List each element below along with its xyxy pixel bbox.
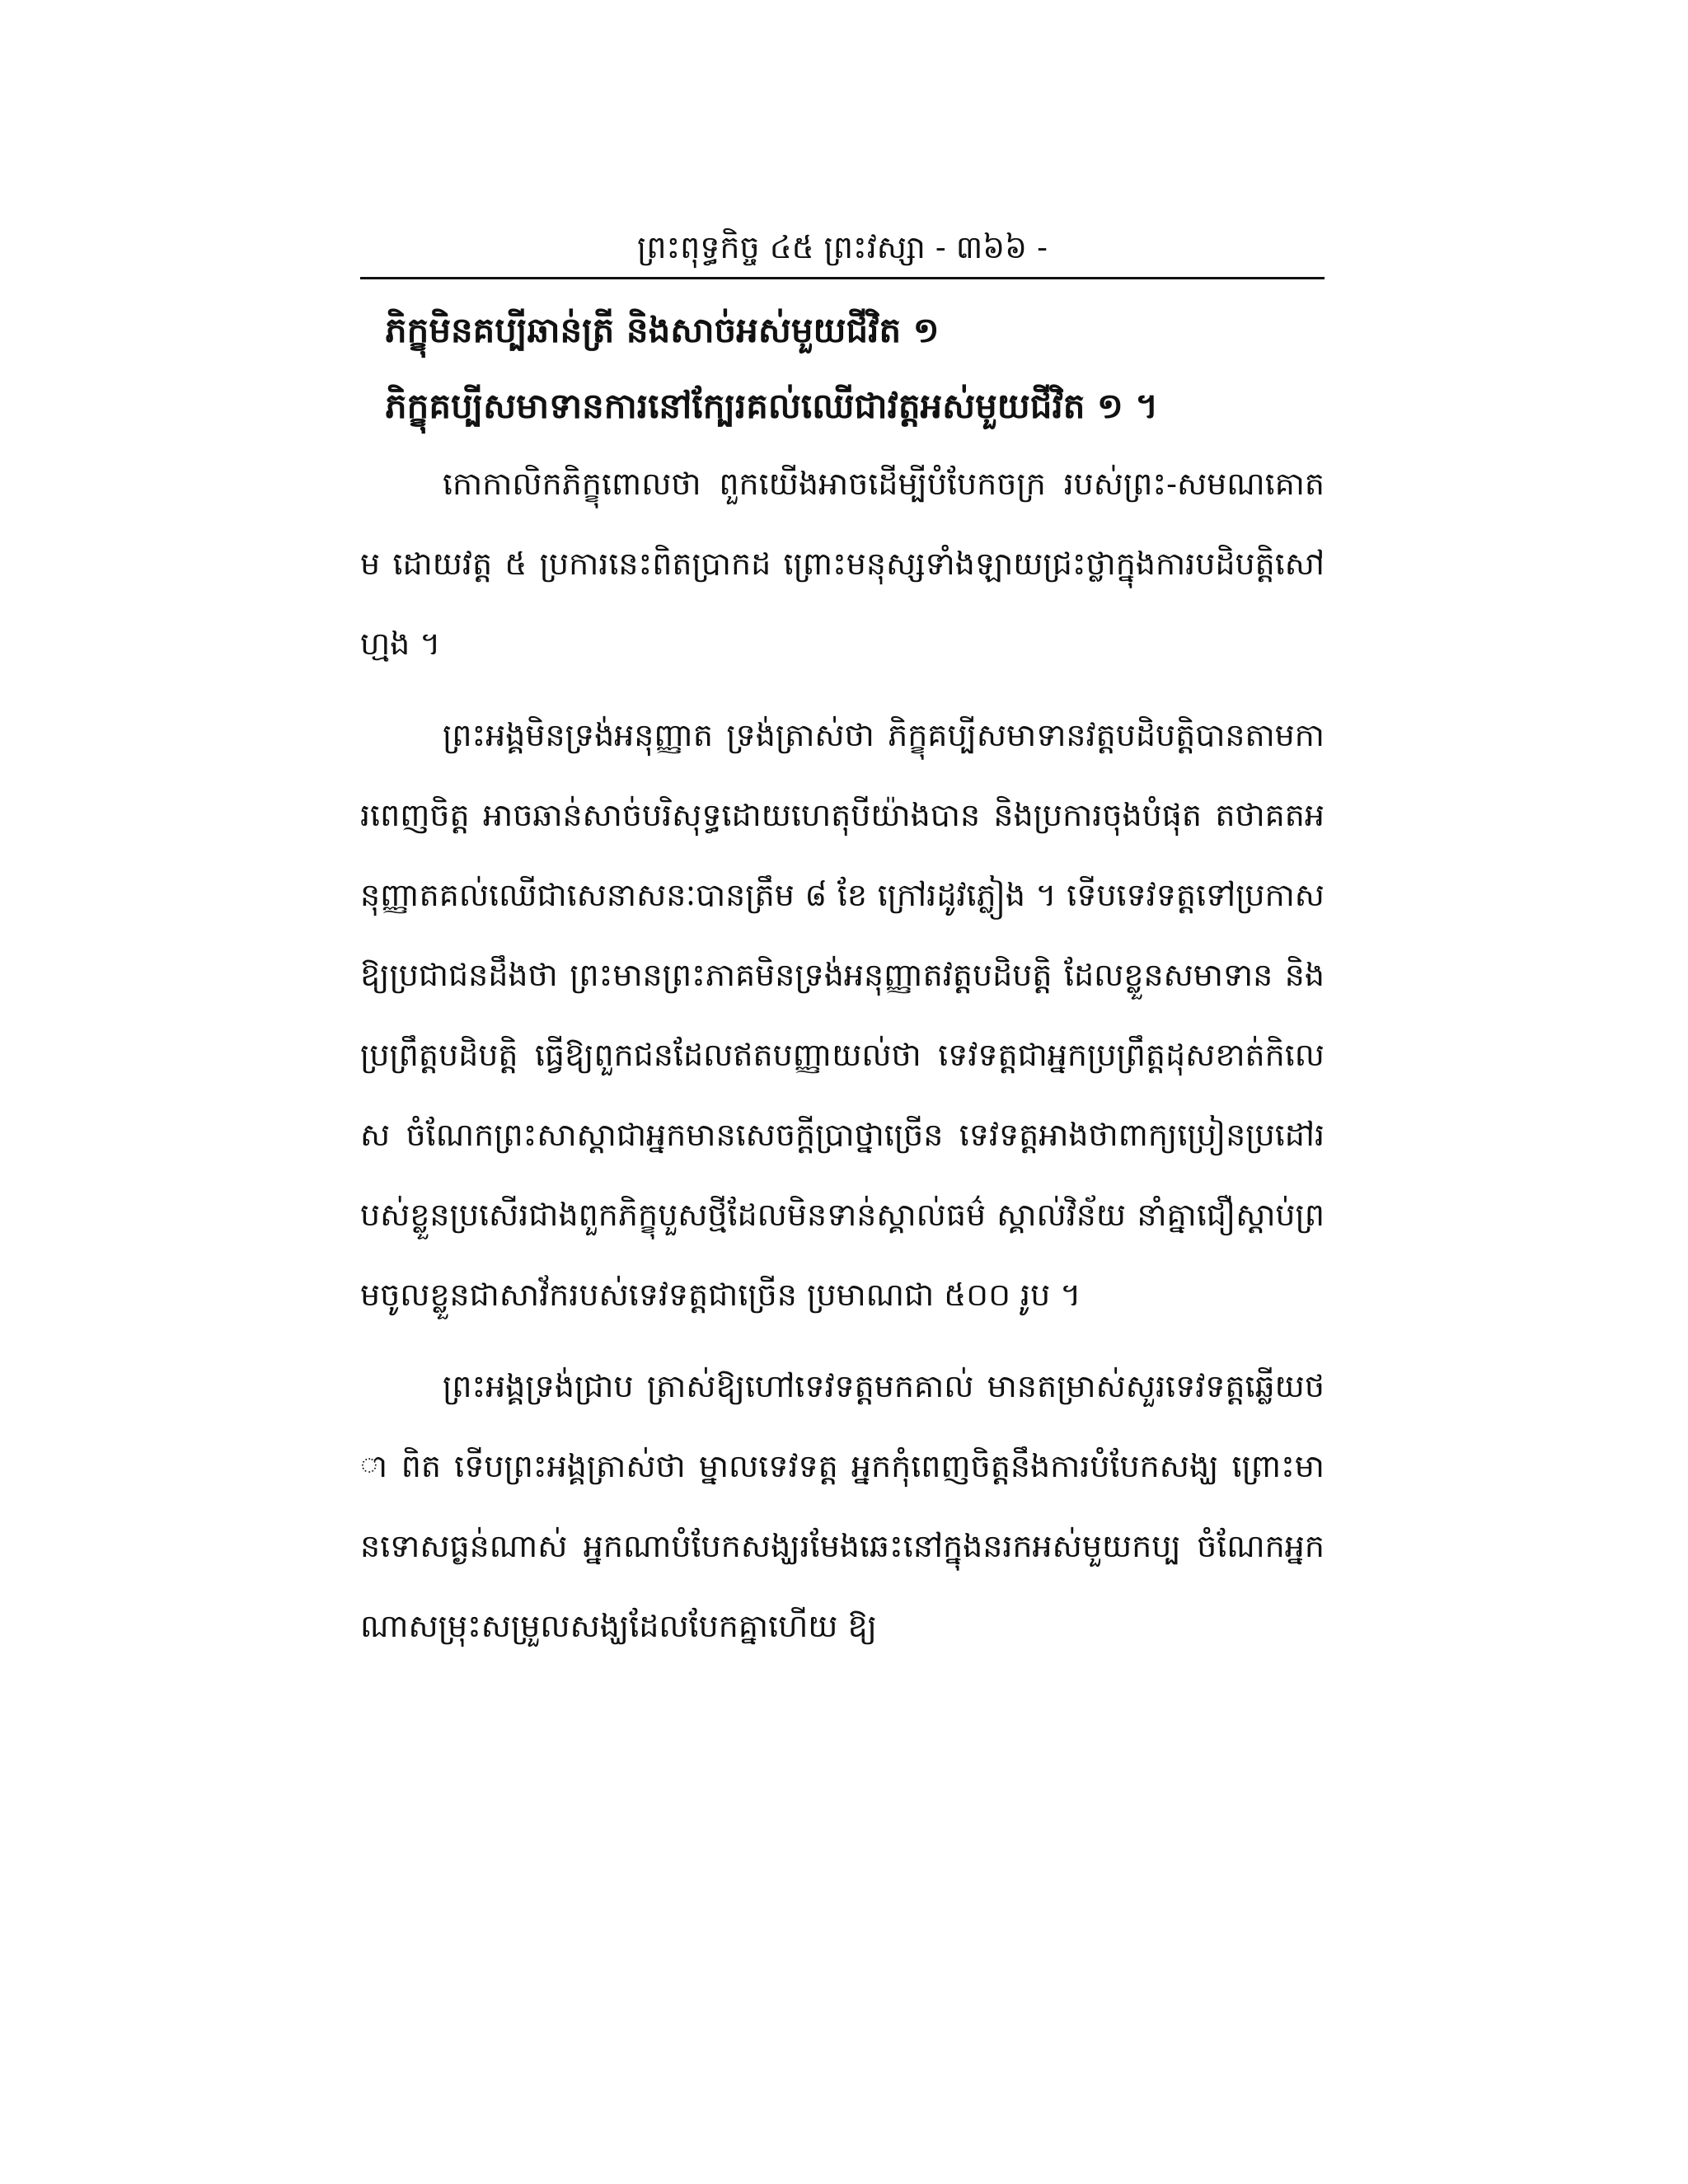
document-page (360, 223, 1325, 1666)
rule-line-1: ភិក្ខុមិនគប្បីឆាន់ត្រី និងសាច់អស់មួយជីវិត ១ (385, 310, 940, 350)
header-rule (360, 277, 1325, 279)
paragraph-2: ព្រះអង្គមិនទ្រង់អនុញ្ញាត ទ្រង់ត្រាស់ថា ភិក្ខុគប្បីសមាទានវត្តបដិបត្តិបានតាមការពេញចិត្ត អាចឆាន់សាច់បរិសុទ្ធដោយហេតុបីយ៉ាងបាន និងប្រការចុងបំផុត តថាគតអនុញ្ញាតគល់ឈើជាសេនាសនៈបានត្រឹម ៨ ខែ ក្រៅរដូវភ្លៀង ។ ទើបទេវទត្តទៅប្រកាស ឱ្យប្រជាជនដឹងថា ព្រះមានព្រះភាគមិនទ្រង់អនុញ្ញាតវត្តបដិបត្តិ ដែលខ្លួនសមាទាន និងប្រព្រឹត្តបដិបត្តិ ធ្វើឱ្យពួកជនដែលឥតបញ្ញាយល់ថា ទេវទត្តជាអ្នកប្រព្រឹត្តដុសខាត់កិលេស ចំណែកព្រះសាស្តាជាអ្នកមានសេចក្តីប្រាថ្នាច្រើន ទេវទត្តអាងថាពាក្យប្រៀនប្រដៅរបស់ខ្លួនប្រសើរជាងពួកភិក្ខុបួសថ្មីដែលមិនទាន់ស្គាល់ធម៌ ស្គាល់វិន័យ នាំគ្នាជឿស្តាប់ព្រមចូលខ្លួនជាសាវ័ករបស់ទេវទត្តជាច្រើន ប្រមាណជា ៥០០ រូប ។ (360, 717, 1325, 1313)
running-header: ព្រះពុទ្ធកិច្ច ៤៥ ព្រះវស្សា - ៣៦៦ - (637, 229, 1048, 265)
paragraph-1: កោកាលិកភិក្ខុពោលថា ពួកយើងអាចដើម្បីបំបែកចក្រ របស់ព្រះ-សមណគោតម ដោយវត្ត ៥ ប្រការនេះពិតប្រាកដ ព្រោះមនុស្សទាំងឡាយជ្រះថ្លាក្នុងការបដិបត្តិសៅហ្មង ។ (360, 466, 1325, 662)
rule-line-2: ភិក្ខុគប្បីសមាទានការនៅក្បែរគល់ឈើជាវត្តអស់មួយជីវិត ១ ។ (385, 386, 1159, 426)
body-text (360, 444, 1325, 1666)
paragraph-3: ព្រះអង្គទ្រង់ជ្រាប ត្រាស់ឱ្យហៅទេវទត្តមកគាល់ មានតម្រាស់សួរទេវទត្តឆ្លើយថា ពិត ទើបព្រះអង្គត្រាស់ថា ម្នាលទេវទត្ត អ្នកកុំពេញចិត្តនឹងការបំបែកសង្ឃ ព្រោះមានទោសធ្ងន់ណាស់ អ្នកណាបំបែកសង្ឃរមែងឆេះនៅក្នុងនរកអស់មួយកប្ប ចំណែកអ្នកណាសម្រុះសម្រួលសង្ឃដែលបែកគ្នាហើយ ឱ្យ (360, 1368, 1325, 1644)
